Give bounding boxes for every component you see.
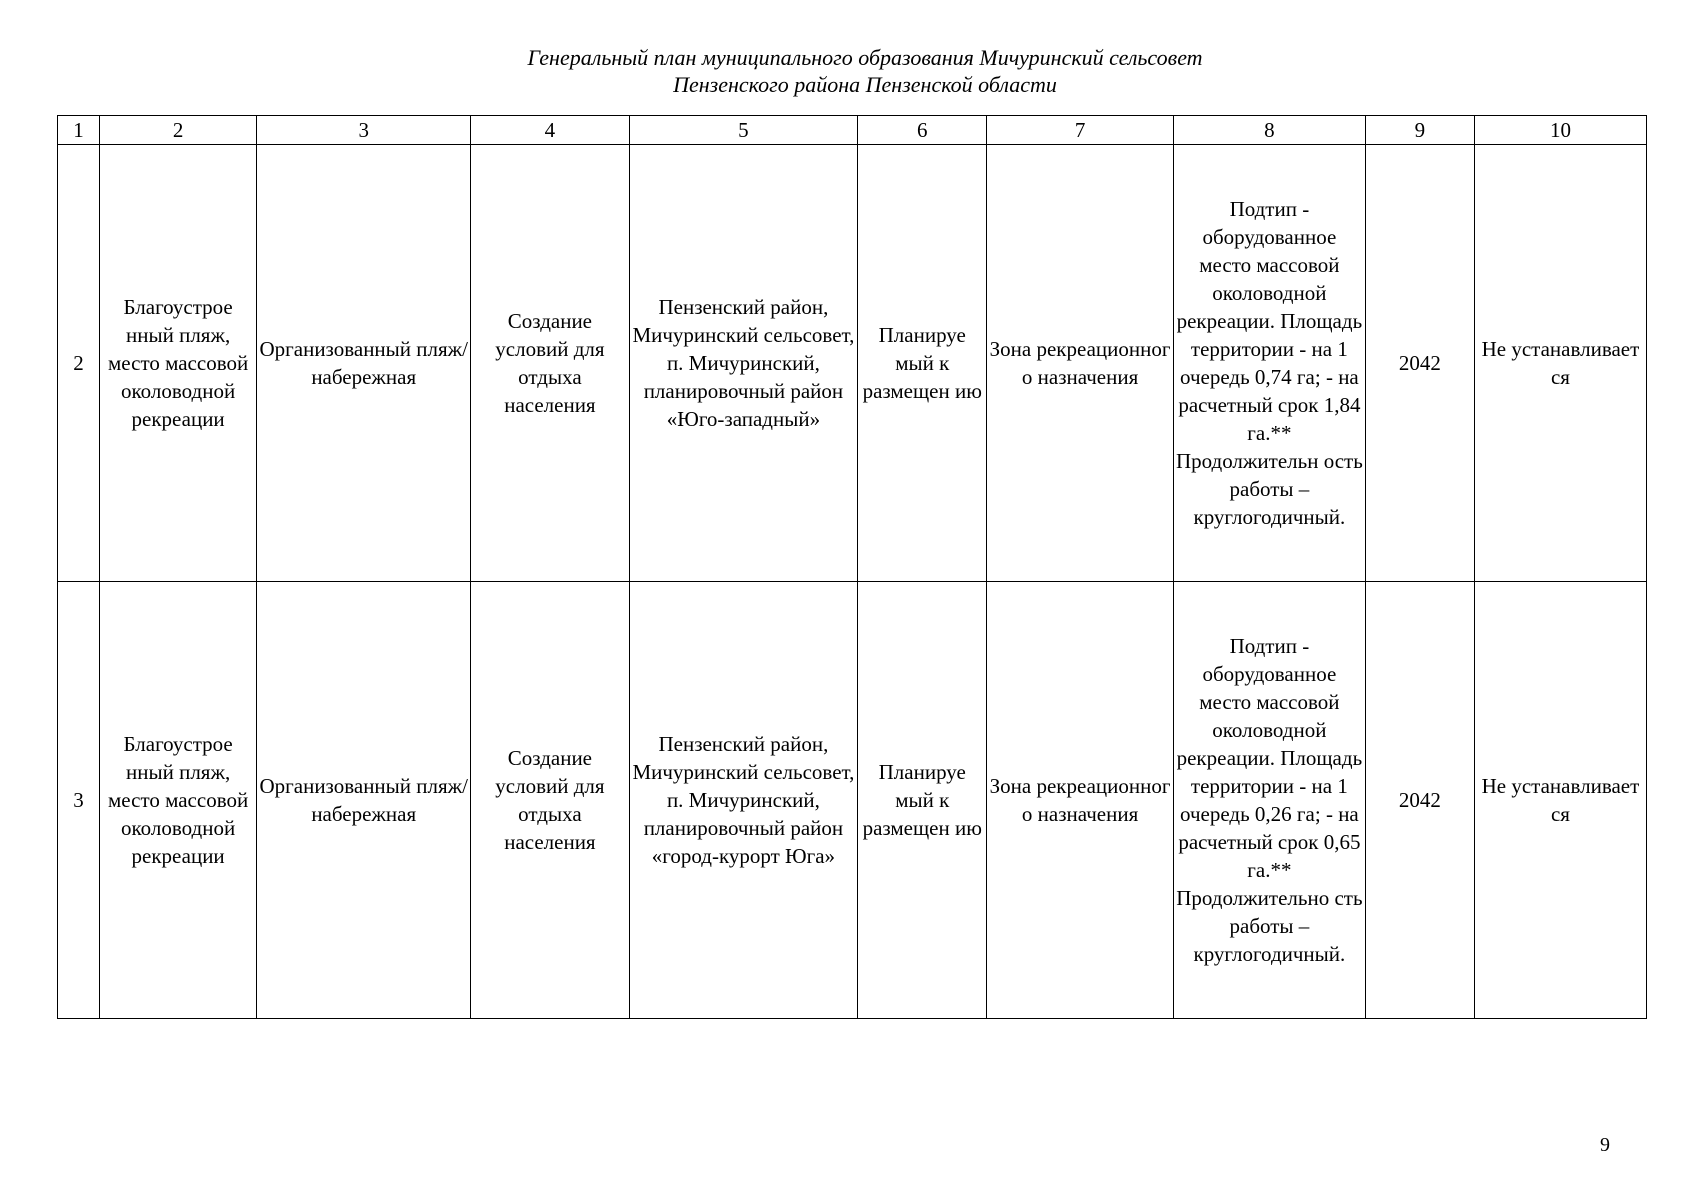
column-number: 10 [1474,116,1646,145]
document-header [0,44,1697,98]
column-number: 7 [987,116,1174,145]
year-cell: 2042 [1365,582,1474,1019]
table-row [58,145,1647,582]
column-number: 4 [471,116,629,145]
location-cell: Пензенский район, Мичуринский сельсовет, п. Мичуринский, планировочный район «город-курорт Юга» [629,582,858,1019]
column-number: 8 [1173,116,1365,145]
facilities-table [57,115,1647,1019]
status-cell: Планируе мый к размещен ию [858,582,987,1019]
protection-zone-cell: Не устанавливает ся [1474,145,1646,582]
year-cell: 2042 [1365,145,1474,582]
column-number: 9 [1365,116,1474,145]
header-title-line1: Генеральный план муниципального образования Мичуринский сельсовет [527,45,1203,70]
page-number: 9 [1600,1134,1610,1156]
object-name-cell: Благоустрое нный пляж, место массовой околоводной рекреации [99,145,256,582]
location-cell: Пензенский район, Мичуринский сельсовет, п. Мичуринский, планировочный район «Юго-западный» [629,145,858,582]
object-name-cell: Благоустрое нный пляж, место массовой околоводной рекреации [99,582,256,1019]
protection-zone-cell: Не устанавливает ся [1474,582,1646,1019]
purpose-cell: Создание условий для отдыха населения [471,582,629,1019]
column-number: 6 [858,116,987,145]
column-number: 5 [629,116,858,145]
table-row [58,582,1647,1019]
zone-cell: Зона рекреационног о назначения [987,582,1174,1019]
zone-cell: Зона рекреационног о назначения [987,145,1174,582]
column-number: 1 [58,116,100,145]
row-number-cell: 3 [58,582,100,1019]
characteristics-cell: Подтип - оборудованное место массовой околоводной рекреации. Площадь территории - на 1 очередь 0,26 га; - на расчетный срок 0,65 га.** Продолжительно сть работы – круглогодичный. [1173,582,1365,1019]
characteristics-cell: Подтип - оборудованное место массовой околоводной рекреации. Площадь территории - на 1 очередь 0,74 га; - на расчетный срок 1,84 га.** Продолжительн ость работы – круглогодичный. [1173,145,1365,582]
header-title-line2: Пензенского района Пензенской области [673,72,1057,97]
column-number: 3 [257,116,471,145]
column-number: 2 [99,116,256,145]
status-cell: Планируе мый к размещен ию [858,145,987,582]
purpose-cell: Создание условий для отдыха населения [471,145,629,582]
row-number-cell: 2 [58,145,100,582]
object-type-cell: Организованный пляж/ набережная [257,582,471,1019]
column-number-row [58,116,1647,145]
object-type-cell: Организованный пляж/ набережная [257,145,471,582]
